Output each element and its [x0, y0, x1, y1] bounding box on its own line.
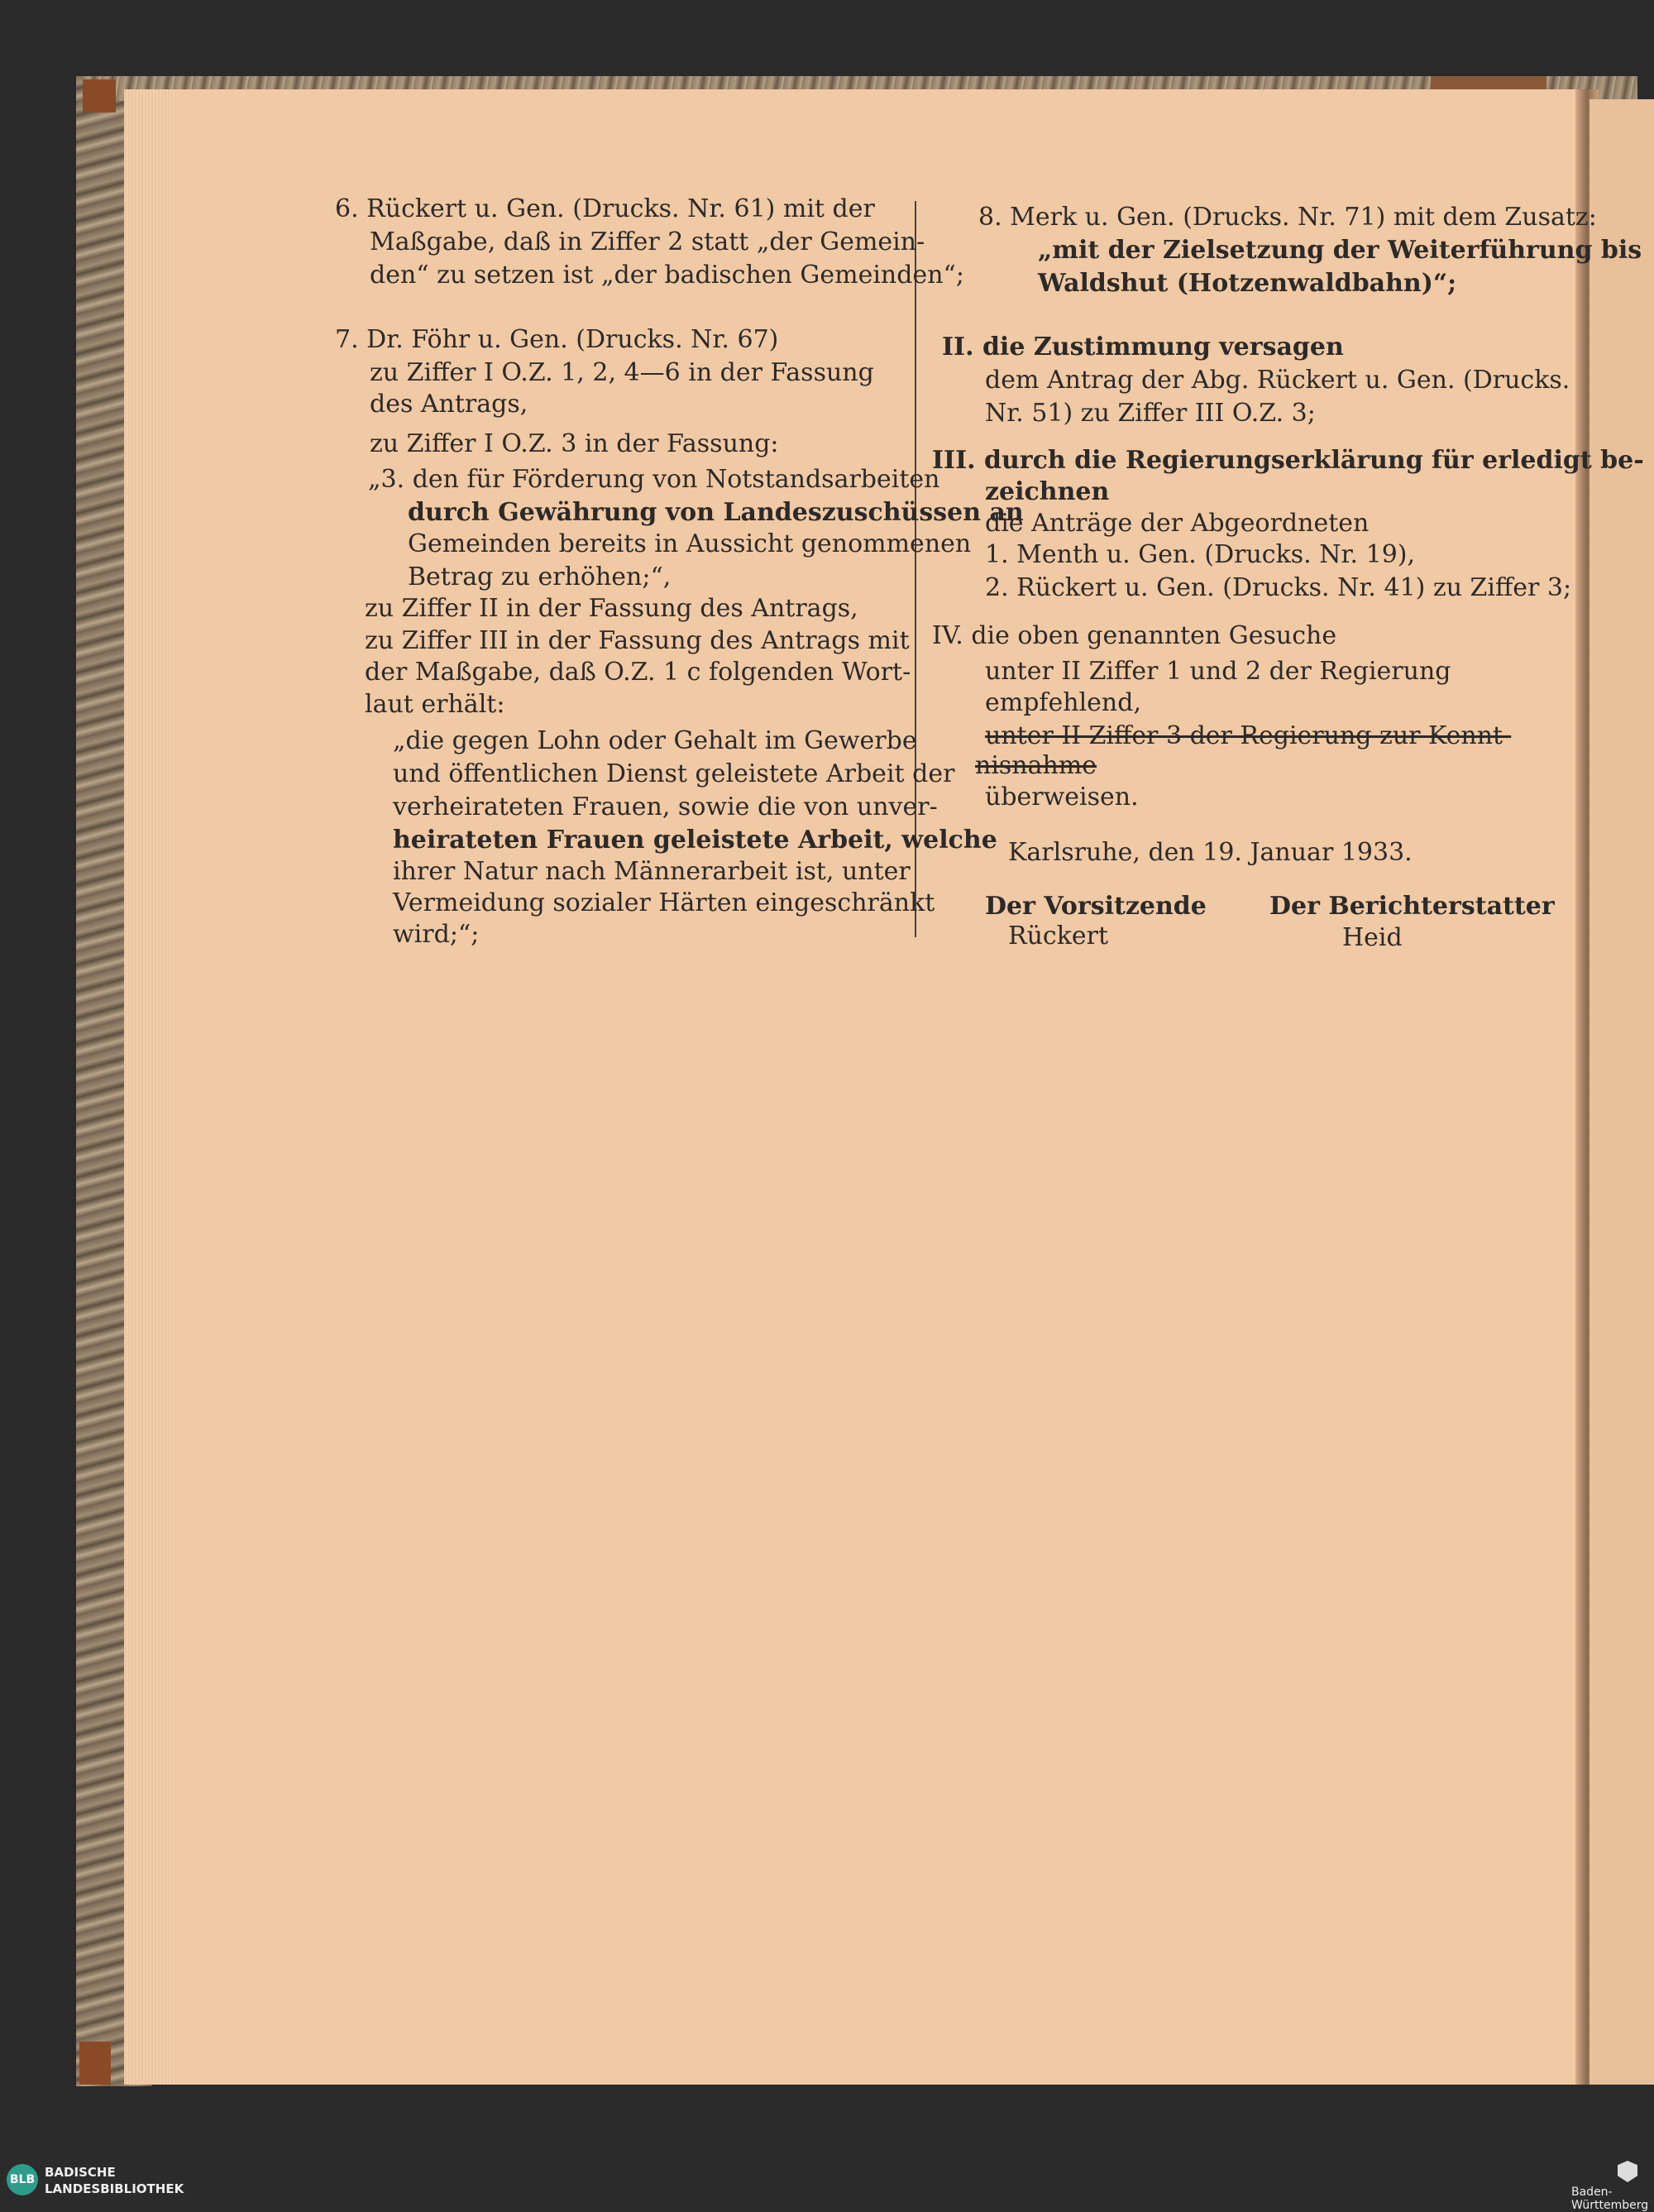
section-II-line-1: dem Antrag der Abg. Rückert u. Gen. (Drucks. — [985, 366, 1570, 395]
section-III-line-1: die Anträge der Abgeordneten — [985, 509, 1370, 538]
chairman-name: Rückert — [1008, 922, 1109, 950]
library-name-line-1: BADISCHE — [45, 2165, 116, 2180]
item-7-line-5: „3. den für Förderung von Notstandsarbeiten — [368, 465, 940, 494]
item-6-line-2: Maßgabe, daß in Ziffer 2 statt „der Gemein- — [370, 227, 925, 256]
library-name-line-2: LANDESBIBLIOTHEK — [45, 2181, 184, 2196]
section-IV-struck-line-1: unter II Ziffer 3 der Regierung zur Kennt- — [985, 721, 1512, 750]
item-7-line-8: Betrag zu erhöhen;“, — [408, 563, 672, 591]
item-6-line-1: 6. Rückert u. Gen. (Drucks. Nr. 61) mit der — [335, 194, 875, 223]
item-7-quote-7: wird;“; — [393, 920, 480, 949]
item-7-line-2: zu Ziffer I O.Z. 1, 2, 4—6 in der Fassung — [370, 358, 874, 387]
item-6-line-3: den“ zu setzen ist „der badischen Gemeinden“; — [370, 261, 964, 290]
chairman-label: Der Vorsitzende — [985, 892, 1207, 921]
item-7-line-7: Gemeinden bereits in Aussicht genommenen — [408, 529, 972, 558]
section-III-heading-2: zeichnen — [985, 477, 1110, 506]
section-IV-line-3: überweisen. — [985, 783, 1139, 812]
item-8-line-3: Waldshut (Hotzenwaldbahn)“; — [1038, 269, 1457, 298]
section-IV-struck-line-2: nisnahme — [975, 751, 1097, 780]
item-7-line-12: laut erhält: — [365, 690, 505, 719]
item-7-line-6: durch Gewährung von Landeszuschüssen an — [408, 498, 1024, 527]
item-8-line-2: „mit der Zielsetzung der Weiterführung bis — [1038, 236, 1642, 265]
section-II-heading: II. die Zustimmung versagen — [942, 333, 1344, 361]
section-III-heading: III. durch die Regierungserklärung für erledigt be- — [932, 446, 1644, 475]
section-III-line-2: 1. Menth u. Gen. (Drucks. Nr. 19), — [985, 540, 1416, 569]
section-IV-line-2: empfehlend, — [985, 688, 1141, 717]
item-7-line-9: zu Ziffer II in der Fassung des Antrags, — [365, 594, 858, 623]
item-7-line-1: 7. Dr. Föhr u. Gen. (Drucks. Nr. 67) — [335, 325, 779, 354]
place-date: Karlsruhe, den 19. Januar 1933. — [1008, 838, 1413, 867]
item-7-quote-3: verheirateten Frauen, sowie die von unver- — [393, 792, 938, 821]
blb-logo: BLB — [7, 2164, 38, 2195]
footer-bar — [0, 2157, 1654, 2203]
item-7-quote-5: ihrer Natur nach Männerarbeit ist, unter — [393, 857, 911, 886]
rapporteur-label: Der Berichterstatter — [1269, 892, 1555, 921]
item-7-quote-6: Vermeidung sozialer Härten eingeschränkt — [393, 888, 935, 917]
baden-wuerttemberg-label: Baden-Württemberg — [1571, 2186, 1649, 2212]
item-7-line-10: zu Ziffer III in der Fassung des Antrags mit — [365, 626, 910, 655]
next-page-edge — [1589, 99, 1654, 2085]
book-corner-bottom-left — [79, 2042, 111, 2085]
item-8-line-1: 8. Merk u. Gen. (Drucks. Nr. 71) mit dem Zusatz: — [978, 203, 1597, 232]
section-IV-heading: IV. die oben genannten Gesuche — [932, 621, 1337, 650]
item-7-line-11: der Maßgabe, daß O.Z. 1 c folgenden Wort- — [365, 658, 911, 687]
item-7-line-3: des Antrags, — [370, 390, 528, 419]
section-II-line-2: Nr. 51) zu Ziffer III O.Z. 3; — [985, 399, 1316, 428]
book-corner-top-left — [83, 79, 116, 113]
item-7-quote-4: heirateten Frauen geleistete Arbeit, welche — [393, 826, 997, 855]
item-7-quote-2: und öffentlichen Dienst geleistete Arbeit der — [393, 759, 955, 788]
section-IV-line-1: unter II Ziffer 1 und 2 der Regierung — [985, 657, 1451, 686]
item-7-line-4: zu Ziffer I O.Z. 3 in der Fassung: — [370, 429, 779, 458]
page-edges — [124, 89, 175, 2085]
rapporteur-name: Heid — [1342, 923, 1403, 952]
section-III-line-3: 2. Rückert u. Gen. (Drucks. Nr. 41) zu Ziffer 3; — [985, 573, 1572, 602]
item-7-quote-1: „die gegen Lohn oder Gehalt im Gewerbe — [393, 726, 917, 755]
